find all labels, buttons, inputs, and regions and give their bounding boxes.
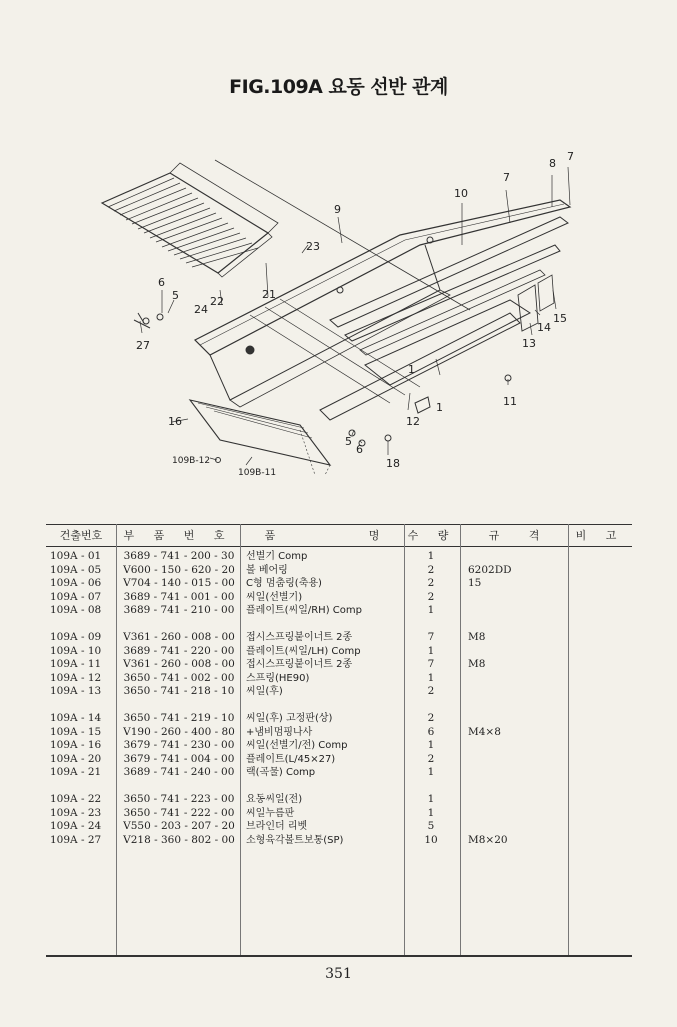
spec: M4×8 [468,725,501,738]
callout-label: 18 [386,457,400,470]
header-quantity: 수 량 [407,529,457,542]
part-number: V361 - 260 - 008 - 00 [123,658,235,670]
callout-label: 16 [168,415,182,428]
part-name: +냄비멈핑나사 [246,726,313,738]
table-row [46,564,632,578]
callout-label: 12 [406,415,420,428]
callout-label: 109B-12 [172,456,211,466]
item-number: 109A - 12 [50,671,102,684]
quantity: 1 [427,739,435,751]
item-number: 109A - 16 [50,739,102,751]
parts-table [46,524,632,956]
item-number: 109A - 21 [50,766,102,778]
callout-label: 9 [334,203,341,216]
table-row [46,820,632,834]
quantity: 2 [427,577,435,589]
quantity: 1 [427,793,435,805]
part-name: 플레이트(씨일/LH) Comp [246,645,361,657]
spec: 6202DD [468,563,512,576]
table-row [46,550,632,564]
item-number: 109A - 20 [50,752,102,765]
part-name: 소형육각볼트보통(SP) [246,834,344,846]
quantity: 10 [424,833,438,846]
spec: 15 [468,577,482,589]
part-name: 씨일(선별기/전) Comp [246,740,348,751]
table-row [46,631,632,645]
callout-label: 22 [210,295,224,308]
callout-label: 14 [537,321,551,334]
part-number: V218 - 360 - 802 - 00 [123,833,235,846]
quantity: 2 [427,590,435,603]
part-name: 씨일(선별기) [246,591,303,603]
table-row [46,658,632,672]
callout-label: 13 [522,337,536,350]
part-number: V704 - 140 - 015 - 00 [123,577,235,589]
quantity: 1 [427,671,435,684]
callout-label: 10 [454,187,468,200]
quantity: 2 [427,752,435,765]
part-number: 3650 - 741 - 223 - 00 [123,793,235,805]
part-number: 3650 - 741 - 002 - 00 [123,671,235,684]
callout-label: 5 [172,289,179,302]
part-name: 스프링(HE90) [246,672,310,684]
part-name: 접시스프링붙이너트 2종 [246,659,353,670]
callout-label: 5 [345,435,352,448]
exploded-parts-diagram [90,145,590,490]
quantity: 1 [427,806,435,819]
callout-label: 8 [549,157,556,170]
table-row [46,712,632,726]
item-number: 109A - 24 [50,820,102,832]
part-number: 3689 - 741 - 220 - 00 [123,644,235,657]
callout-label: 21 [262,288,276,301]
table-row [46,645,632,659]
item-number: 109A - 27 [50,833,102,846]
quantity: 5 [427,820,435,832]
spec: M8 [468,658,486,670]
table-row [46,577,632,591]
part-name: 랙(곡물) Comp [246,767,316,778]
quantity: 1 [427,604,435,616]
callout-label: 27 [136,339,150,352]
item-number: 109A - 06 [50,577,102,589]
callout-label: 6 [356,443,363,456]
header-remarks: 비 고 [575,529,625,542]
part-name: C형 멈춤링(축용) [246,578,322,589]
table-row [46,685,632,699]
item-number: 109A - 23 [50,806,102,819]
quantity: 1 [427,766,435,778]
figure-title: FIG.109A 요동 선반 관계 [229,76,448,98]
item-number: 109A - 22 [50,793,102,805]
callout-label: 11 [503,395,517,408]
table-row [46,604,632,618]
header-item-no: 건출번호 [59,529,103,542]
part-number: V361 - 260 - 008 - 00 [123,631,235,643]
quantity: 2 [427,712,435,724]
quantity: 2 [427,563,435,576]
part-number: 3650 - 741 - 218 - 10 [123,685,235,697]
table-row [46,739,632,753]
quantity: 1 [427,550,435,562]
table-bottom-rule [46,955,632,957]
item-number: 109A - 05 [50,563,102,576]
table-row [46,753,632,767]
table-row [46,591,632,605]
part-number: 3689 - 741 - 001 - 00 [123,590,235,603]
table-row [46,834,632,848]
spec: M8×20 [468,833,508,846]
item-number: 109A - 11 [50,658,102,670]
callout-label: 6 [158,276,165,289]
item-number: 109A - 13 [50,685,102,697]
header-spec: 규 격 [488,529,540,542]
part-name: 씨일누름판 [246,807,295,819]
quantity: 2 [427,685,435,697]
table-row [46,766,632,780]
parts-table-header [46,524,632,547]
callout-label: 15 [553,312,567,325]
part-name: 씨일(후) [246,686,283,697]
item-number: 109A - 01 [50,550,102,562]
header-part-name: 품 명 [264,529,380,542]
quantity: 1 [427,644,435,657]
table-row [46,726,632,740]
part-name: 접시스프링붙이너트 2종 [246,632,353,643]
part-number: 3650 - 741 - 219 - 10 [123,712,235,724]
part-number: V600 - 150 - 620 - 20 [123,563,235,576]
item-number: 109A - 10 [50,644,102,657]
spec: M8 [468,631,486,643]
table-row [46,807,632,821]
item-number: 109A - 09 [50,631,102,643]
table-row [46,793,632,807]
table-row [46,672,632,686]
part-name: 브라인더 리벳 [246,821,308,832]
part-number: 3679 - 741 - 230 - 00 [123,739,235,751]
callout-label: 1 [436,401,443,414]
quantity: 7 [427,658,435,670]
part-number: 3650 - 741 - 222 - 00 [123,806,235,819]
header-part-number: 부 품 번 호 [123,529,233,542]
part-name: 플레이트(L/45×27) [246,753,336,765]
callout-label: 7 [567,150,574,163]
part-number: 3689 - 741 - 240 - 00 [123,766,235,778]
callout-label: 23 [306,240,320,253]
part-name: 선별기 Comp [246,551,308,562]
part-number: 3689 - 741 - 210 - 00 [123,604,235,616]
part-name: 플레이트(씨일/RH) Comp [246,605,362,616]
page-number: 351 [325,966,352,982]
part-number: 3689 - 741 - 200 - 30 [123,550,235,562]
quantity: 7 [427,631,435,643]
part-name: 볼 베어링 [246,564,288,576]
item-number: 109A - 07 [50,590,102,603]
item-number: 109A - 08 [50,604,102,616]
part-number: V550 - 203 - 207 - 20 [123,820,235,832]
callout-label: 109B-11 [238,468,277,478]
item-number: 109A - 15 [50,725,102,738]
part-number: 3679 - 741 - 004 - 00 [123,752,235,765]
callout-label: 1 [408,363,415,376]
callout-label: 7 [503,171,510,184]
part-name: 씨일(후) 고정판(상) [246,713,333,724]
diagram-drawing [90,145,590,490]
callout-label: 24 [194,303,208,316]
part-number: V190 - 260 - 400 - 80 [123,725,235,738]
quantity: 6 [427,725,435,738]
item-number: 109A - 14 [50,712,102,724]
part-name: 요동씨일(전) [246,794,303,805]
